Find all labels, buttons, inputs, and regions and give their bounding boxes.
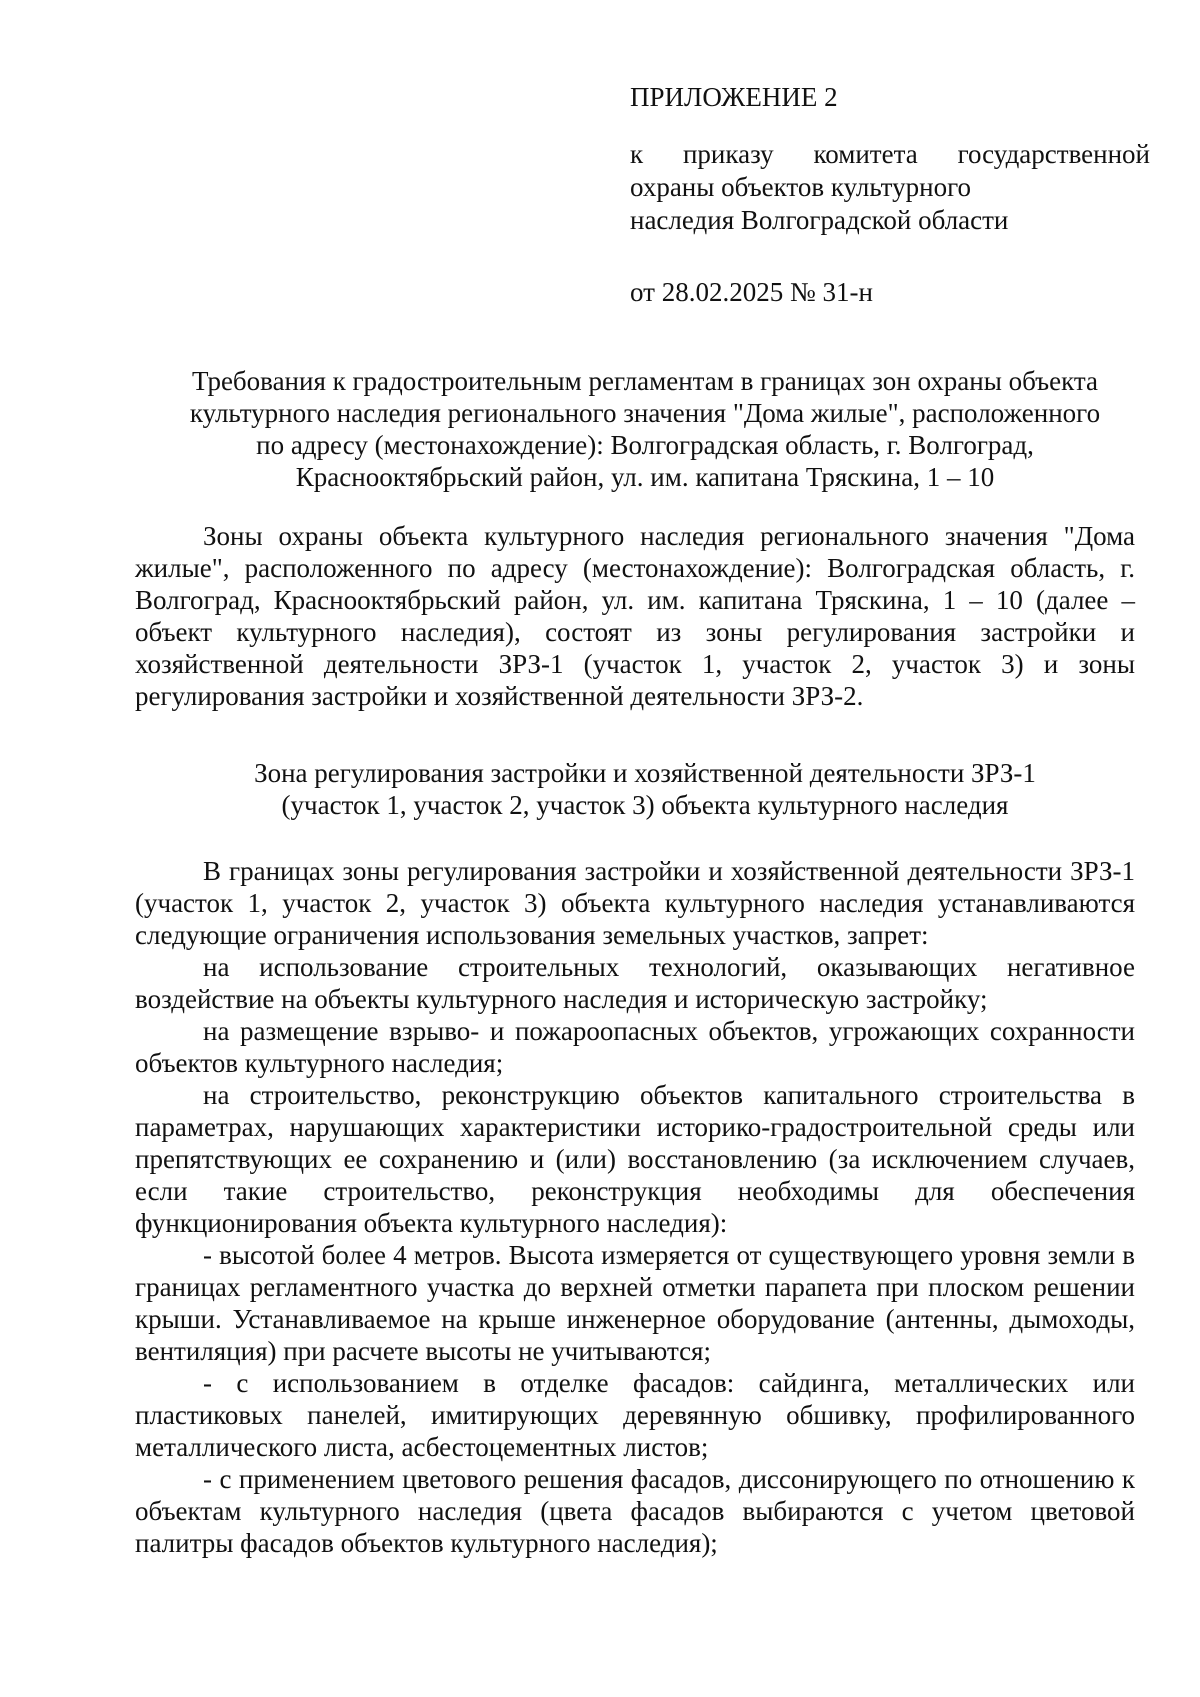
document-title-line: по адресу (местонахождение): Волгоградская область, г. Волгоград, — [256, 430, 1034, 460]
appendix-date-number: от 28.02.2025 № 31-н — [630, 277, 873, 307]
restriction-height-item: - высотой более 4 метров. Высота измеряется от существующего уровня земли в границах регламентного участка до верхней отметки парапета при плоском решении крыши. Устанавливаемое на крыше инженерное оборудование (антенны, дымоходы, вентиляция) при расчете высоты не учитываются; — [135, 1240, 1135, 1366]
section-heading-line: (участок 1, участок 2, участок 3) объекта культурного наследия — [281, 790, 1009, 820]
document-title-line: Краснооктябрьский район, ул. им. капитана Тряскина, 1 – 10 — [295, 462, 995, 492]
section-heading — [135, 757, 1155, 821]
section-heading-line: Зона регулирования застройки и хозяйственной деятельности ЗРЗ-1 — [254, 758, 1036, 788]
restriction-hazardous-objects-paragraph: на размещение взрыво- и пожароопасных объектов, угрожающих сохранности объектов культурного наследия; — [135, 1016, 1135, 1078]
restriction-facade-materials-item: - с использованием в отделке фасадов: сайдинга, металлических или пластиковых панелей, имитирующих деревянную обшивку, профилированного металлического листа, асбестоцементных листов; — [135, 1368, 1135, 1462]
appendix-region-line: наследия Волгоградской области — [630, 205, 1009, 235]
appendix-title: ПРИЛОЖЕНИЕ 2 — [630, 82, 838, 112]
restriction-facade-color-item: - с применением цветового решения фасадов, диссонирующего по отношению к объектам культурного наследия (цвета фасадов выбираются с учетом цветовой палитры фасадов объектов культурного наследия); — [135, 1464, 1135, 1558]
appendix-header — [630, 80, 1150, 309]
document-title-line: культурного наследия регионального значения "Дома жилые", расположенного — [189, 398, 1101, 428]
appendix-committee-line: охраны объектов культурного — [630, 172, 971, 202]
document-title — [135, 365, 1155, 493]
restrictions-intro-paragraph: В границах зоны регулирования застройки и хозяйственной деятельности ЗРЗ-1 (участок 1, участок 2, участок 3) объекта культурного наследия устанавливаются следующие ограничения использования земельных участков, запрет: — [135, 856, 1135, 950]
restriction-technologies-paragraph: на использование строительных технологий, оказывающих негативное воздействие на объекты культурного наследия и историческую застройку; — [135, 952, 1135, 1014]
restrictions-section — [135, 855, 1135, 1559]
intro-section — [135, 520, 1135, 712]
appendix-order-line: к приказу комитета государственной — [630, 139, 1150, 169]
restriction-construction-paragraph: на строительство, реконструкцию объектов капитального строительства в параметрах, нарушающих характеристики историко-градостроительной среды или препятствующих ее сохранению и (или) восстановлению (за исключением случаев, если такие строительство, реконструкция необходимы для обеспечения функционирования объекта культурного наследия): — [135, 1080, 1135, 1238]
document-title-line: Требования к градостроительным регламентам в границах зон охраны объекта — [191, 366, 1099, 396]
intro-paragraph: Зоны охраны объекта культурного наследия регионального значения "Дома жилые", расположенного по адресу (местонахождение): Волгоградская область, г. Волгоград, Краснооктябрьский район, ул. им. капитана Тряскина, 1 – 10 (далее – объект культурного наследия), состоят из зоны регулирования застройки и хозяйственной деятельности ЗРЗ-1 (участок 1, участок 2, участок 3) и зоны регулирования застройки и хозяйственной деятельности ЗРЗ-2. — [135, 521, 1135, 711]
